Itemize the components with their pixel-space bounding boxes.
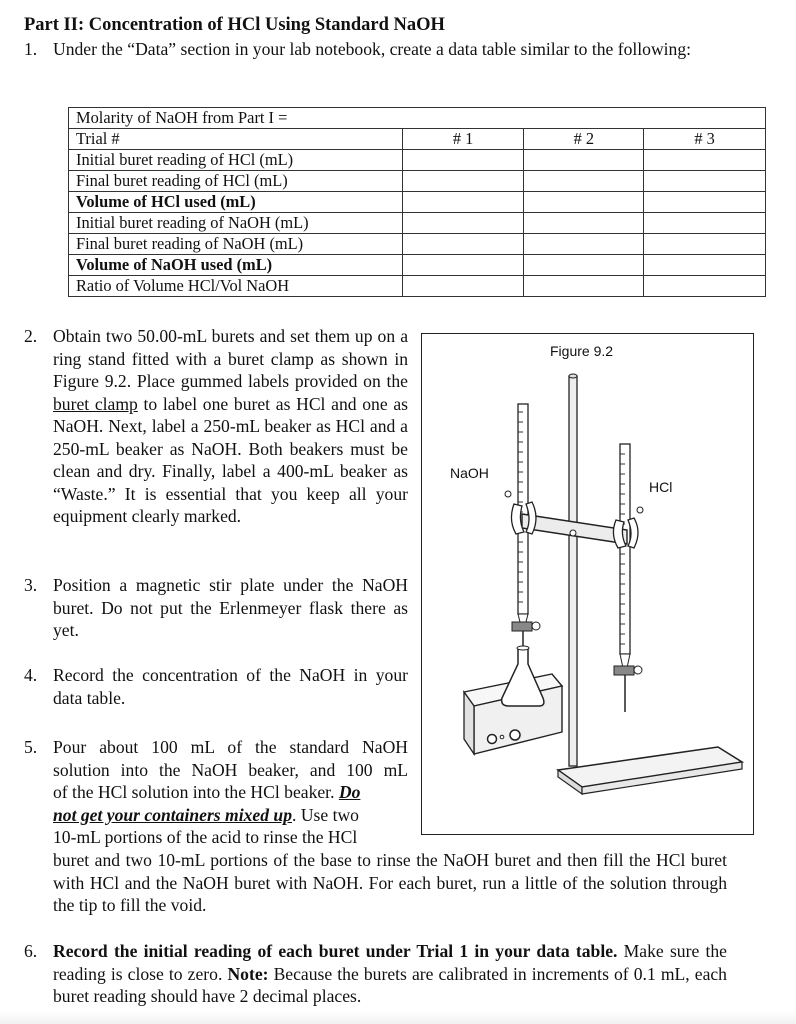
table-cell: [402, 255, 524, 276]
step-5-continued: buret and two 10-mL portions of the base to rinse the NaOH buret and then fill the HCl buret with HCl and the NaOH buret with NaOH. For each buret, run a little of the solution through the tip to fill the void.: [53, 850, 727, 915]
table-row: [69, 276, 766, 297]
trial-label: Trial #: [69, 129, 403, 150]
step-3-text: Position a magnetic stir plate under the NaOH buret. Do not put the Erlenmeyer flask there as yet.: [53, 575, 408, 640]
ring-stand-base: [558, 747, 742, 794]
trial-3-header: # 3: [644, 129, 766, 150]
step-6-note-text: Because the burets are calibrated in increments of 0.1 mL, each buret reading should have 2 decimal places.: [53, 963, 727, 1006]
figure-caption: Figure 9.2: [550, 343, 614, 359]
step-3: [24, 574, 408, 642]
step-5-line-4: [53, 804, 408, 827]
table-cell: [402, 276, 524, 297]
table-cell: [644, 255, 766, 276]
hcl-label: HCl: [649, 479, 673, 495]
buret-clamp-term: buret clamp: [53, 393, 138, 414]
step-5-line-3-text: of the HCl solution into the HCl beaker.: [53, 782, 339, 802]
data-table: [68, 107, 766, 297]
step-5-line-2: solution into the NaOH beaker, and 100 mL: [53, 759, 408, 780]
table-cell: [644, 234, 766, 255]
table-cell: [524, 234, 644, 255]
step-3-number: 3.: [24, 575, 38, 595]
trial-1-header: # 1: [402, 129, 524, 150]
table-row: [69, 192, 766, 213]
step-5-line-5: 10-mL portions of the acid to rinse the HCl: [53, 827, 358, 847]
step-5-line-3: [53, 781, 408, 804]
table-cell: [402, 213, 524, 234]
step-2: [24, 325, 408, 528]
step-4: [24, 664, 408, 709]
step-5-line-4-end: . Use two: [292, 804, 359, 825]
table-cell: [524, 171, 644, 192]
step-5-number: 5.: [24, 737, 38, 757]
section-title: Part II: Concentration of HCl Using Standard NaOH: [24, 15, 445, 35]
step-1: [24, 38, 727, 61]
figure-9-2: [421, 333, 754, 835]
table-cell: [524, 150, 644, 171]
page-bottom-edge: [0, 1010, 796, 1024]
step-1-text: Under the “Data” section in your lab notebook, create a data table similar to the following:: [53, 39, 692, 59]
table-cell: [402, 192, 524, 213]
do-warning: Do: [338, 782, 361, 802]
step-2-number: 2.: [24, 326, 38, 346]
table-row: [69, 150, 766, 171]
ring-stand-rod: [569, 374, 577, 766]
molarity-row: Molarity of NaOH from Part I =: [69, 108, 766, 129]
table-cell: [524, 276, 644, 297]
step-6-text: Make sure the reading is close to zero.: [53, 941, 727, 984]
step-6: [24, 940, 727, 1008]
row-label: Initial buret reading of NaOH (mL): [69, 213, 403, 234]
row-label: Volume of NaOH used (mL): [69, 255, 403, 276]
step-6-number: 6.: [24, 941, 38, 961]
step-2-text-end: to label one buret as HCl and one as NaOH. Next, label a 250-mL beaker as HCl and a 250-mL beaker as NaOH. Both beakers must be clean and dry. Finally, label a 400-mL beaker as “Waste.” It is essential that you keep all your equipment clearly marked.: [53, 393, 408, 526]
table-cell: [402, 150, 524, 171]
table-row: [69, 234, 766, 255]
naoh-label: NaOH: [450, 465, 489, 481]
table-row: [69, 213, 766, 234]
table-cell: [644, 171, 766, 192]
titration-apparatus-illustration: [422, 334, 753, 834]
note-label: Note:: [227, 963, 269, 984]
table-cell: [524, 255, 644, 276]
table-cell: [644, 213, 766, 234]
step-1-number: 1.: [24, 39, 38, 59]
table-cell: [524, 213, 644, 234]
table-cell: [524, 192, 644, 213]
table-cell: [644, 192, 766, 213]
table-row: [69, 255, 766, 276]
row-label: Initial buret reading of HCl (mL): [69, 150, 403, 171]
row-label: Final buret reading of NaOH (mL): [69, 234, 403, 255]
step-2-text: Obtain two 50.00-mL burets and set them up on a ring stand fitted with a buret clamp as shown in Figure 9.2. Place gummed labels provided on the: [53, 326, 408, 391]
row-label: Volume of HCl used (mL): [69, 192, 403, 213]
row-label: Final buret reading of HCl (mL): [69, 171, 403, 192]
table-cell: [402, 234, 524, 255]
row-label: Ratio of Volume HCl/Vol NaOH: [69, 276, 403, 297]
table-cell: [644, 150, 766, 171]
trial-2-header: # 2: [524, 129, 644, 150]
step-5: [24, 736, 408, 849]
hcl-buret: [614, 444, 642, 712]
table-row: [69, 171, 766, 192]
table-cell: [644, 276, 766, 297]
step-6-bold-text: Record the initial reading of each buret under Trial 1 in your data table.: [53, 941, 618, 961]
step-5-line-1: Pour about 100 mL of the standard NaOH: [53, 737, 408, 757]
step-4-text: Record the concentration of the NaOH in your data table.: [53, 665, 408, 708]
table-cell: [402, 171, 524, 192]
step-4-number: 4.: [24, 665, 38, 685]
mixup-warning: not get your containers mixed up: [53, 804, 293, 825]
erlenmeyer-flask: [502, 646, 544, 706]
